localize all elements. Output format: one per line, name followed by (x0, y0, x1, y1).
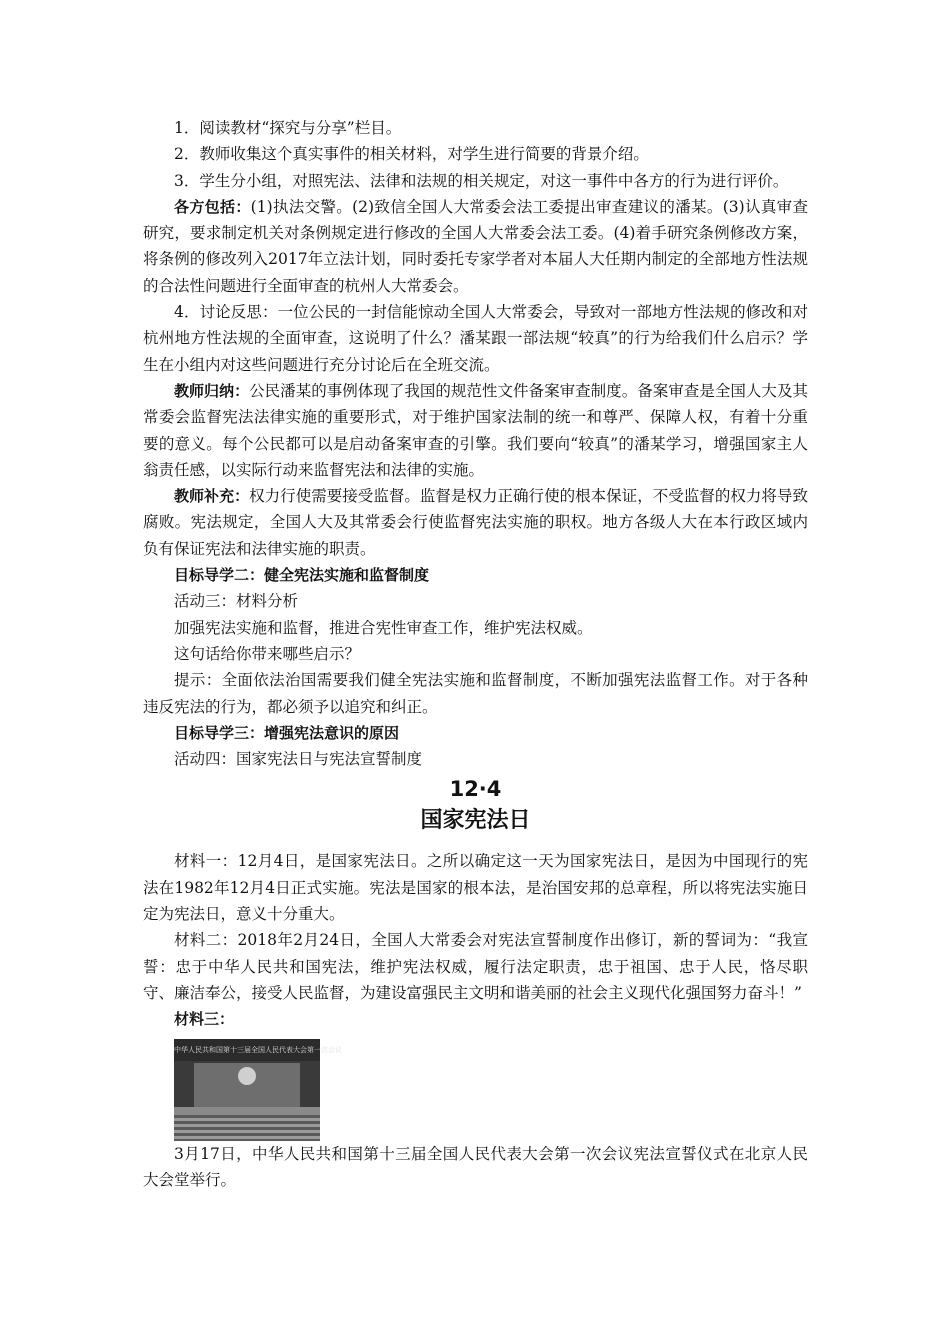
paragraph-step-2: 2．教师收集这个真实事件的相关材料，对学生进行简要的背景介绍。 (174, 145, 649, 164)
document-page (143, 115, 808, 1193)
activity-3-quote: 加强宪法实施和监督，推进合宪性审查工作，维护宪法权威。 (174, 618, 593, 637)
section-heading-2: 目标导学二：健全宪法实施和监督制度 (174, 566, 430, 585)
paragraph-teacher-supplement (143, 483, 808, 562)
teacher-summary-label: 教师归纳： (174, 381, 250, 400)
parties-text: (1)执法交警。(2)致信全国人大常委会法工委提出审查建议的潘某。(3)认真审查研究，要求制定机关对条例规定进行修改的全国人大常委会法工委。(4)着手研究条例修改方案，将条例的修改列入2017年立法计划，同时委托专家学者对本届人大任期内制定的全部地方性法规的合法性问题进行全面审查的杭州人大常委会。 (143, 197, 808, 295)
photo-caption: 3月17日，中华人民共和国第十三届全国人民代表大会第一次会议宪法宣誓仪式在北京人民大会堂举行。 (143, 1144, 808, 1189)
oath-ceremony-photo (174, 1039, 342, 1141)
constitution-day-title: 国家宪法日 (420, 808, 531, 834)
activity-3-heading: 活动三：材料分析 (174, 592, 299, 611)
material-3-label: 材料三： (174, 1010, 235, 1029)
paragraph-step-1: 1．阅读教材“探究与分享”栏目。 (174, 119, 402, 137)
teacher-summary-text: 公民潘某的事例体现了我国的规范性文件备案审查制度。备案审查是全国人大及其常委会监督宪法法律实施的重要形式，对于维护国家法制的统一和尊严、保障人权，有着十分重要的意义。每个公民都可以是启动备案审查的引擎。我们要向“较真”的潘某学习，增强国家主人翁责任感，以实际行动来监督宪法和法律的实施。 (143, 381, 808, 479)
activity-4-heading: 活动四：国家宪法日与宪法宣誓制度 (174, 750, 423, 769)
constitution-day-date: 12·4 (449, 777, 502, 802)
section-heading-3: 目标导学三：增强宪法意识的原因 (174, 723, 400, 742)
photo-banner: 中华人民共和国第十三届全国人民代表大会第一次会议 (174, 1039, 320, 1061)
national-emblem-icon (238, 1067, 256, 1085)
material-1: 材料一：12月4日，是国家宪法日。之所以确定这一天为国家宪法日，是因为中国现行的宪法在1982年12月4日正式实施。宪法是国家的根本法，是治国安邦的总章程，所以将宪法实施日定为宪法日，意义十分重大。 (143, 852, 808, 924)
paragraph-step-4: 4．讨论反思：一位公民的一封信能惊动全国人大常委会，导致对一部地方性法规的修改和对杭州地方性法规的全面审查，这说明了什么？潘某跟一部法规“较真”的行为给我们什么启示？学生在小组内对这些问题进行充分讨论后在全班交流。 (143, 303, 808, 374)
activity-3-question: 这句话给你带来哪些启示？ (174, 644, 361, 663)
parties-label: 各方包括： (174, 197, 251, 216)
paragraph-parties (143, 194, 808, 299)
teacher-supplement-text: 权力行使需要接受监督。监督是权力正确行使的根本保证，不受监督的权力将导致腐败。宪法规定，全国人大及其常委会行使监督宪法实施的职权。地方各级人大在本行政区域内负有保证宪法和法律实施的职责。 (143, 487, 808, 558)
activity-3-hint: 提示：全面依法治国需要我们健全宪法实施和监督制度，不断加强宪法监督工作。对于各种违反宪法的行为，都必须予以追究和纠正。 (143, 671, 808, 716)
teacher-supplement-label: 教师补充： (174, 487, 250, 506)
paragraph-step-3: 3．学生分小组，对照宪法、法律和法规的相关规定，对这一事件中各方的行为进行评价。 (174, 171, 789, 190)
photo-seat-rows (174, 1115, 320, 1141)
material-2: 材料二：2018年2月24日，全国人大常委会对宪法宣誓制度作出修订，新的誓词为：“我宣誓：忠于中华人民共和国宪法，维护宪法权威，履行法定职责，忠于祖国、忠于人民，恪尽职守、廉洁奉公，接受人民监督，为建设富强民主文明和谐美丽的社会主义现代化强国努力奋斗！” (143, 931, 808, 1002)
paragraph-teacher-summary (143, 378, 808, 483)
